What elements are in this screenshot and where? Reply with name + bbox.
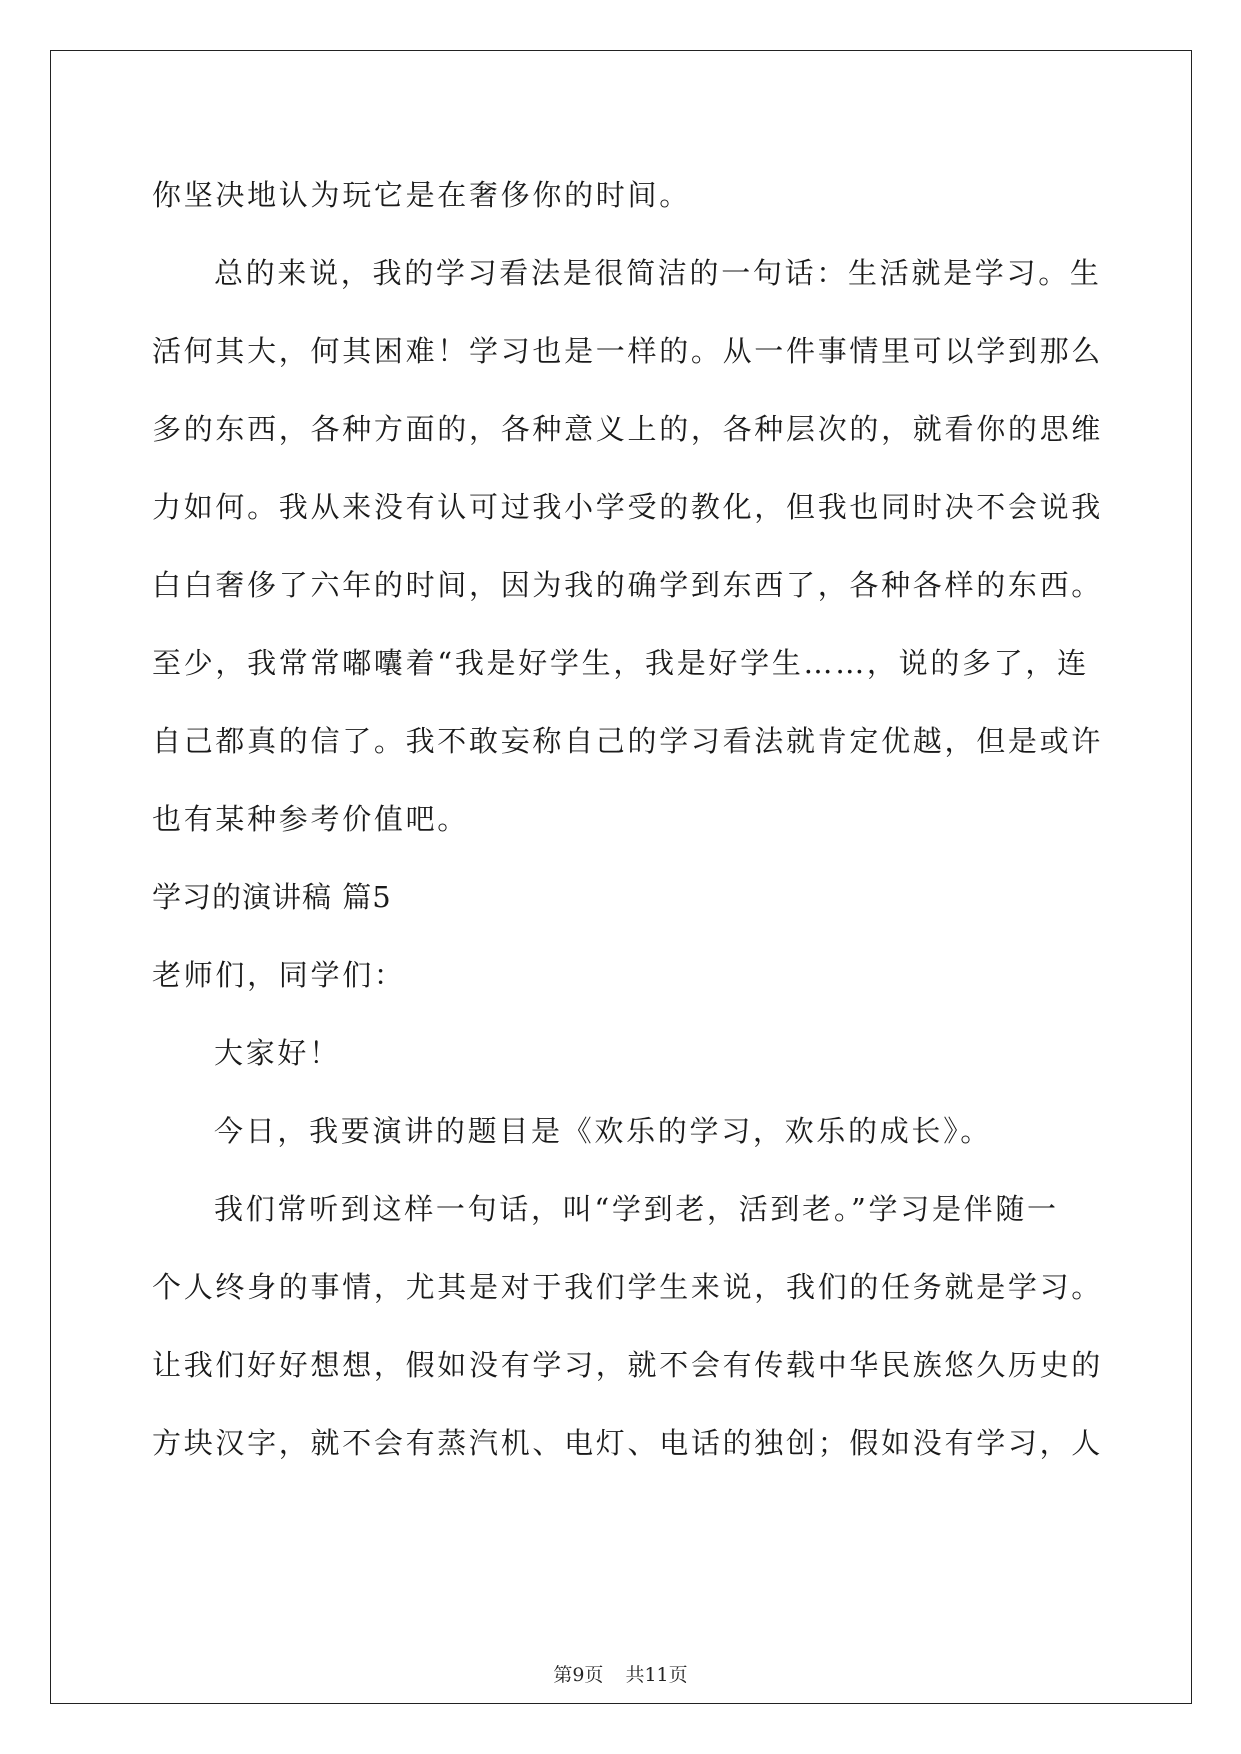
section-heading: 学习的演讲稿 篇5 [152, 880, 392, 914]
text-line: 力如何。我从来没有认可过我小学受的教化，但我也同时决不会说我 [152, 490, 1104, 524]
text-line: 总的来说，我的学习看法是很简洁的一句话：生活就是学习。生 [214, 256, 1102, 290]
text-line: 多的东西，各种方面的，各种意义上的，各种层次的，就看你的思维 [152, 412, 1104, 446]
text-line: 也有某种参考价值吧。 [152, 802, 470, 836]
page-number: 第9页 [553, 1664, 604, 1686]
text-line: 让我们好好想想，假如没有学习，就不会有传载中华民族悠久历史的 [152, 1348, 1104, 1382]
text-line: 个人终身的事情，尤其是对于我们学生来说，我们的任务就是学习。 [152, 1270, 1104, 1304]
text-line: 自己都真的信了。我不敢妄称自己的学习看法就肯定优越，但是或许 [152, 724, 1104, 758]
page-total: 共11页 [625, 1664, 688, 1686]
text-line: 老师们，同学们： [152, 958, 406, 992]
text-line: 白白奢侈了六年的时间，因为我的确学到东西了，各种各样的东西。 [152, 568, 1104, 602]
text-line: 今日，我要演讲的题目是《欢乐的学习，欢乐的成长》。 [214, 1114, 993, 1148]
text-line: 大家好！ [214, 1036, 341, 1070]
document-body [152, 156, 1104, 1482]
text-line: 我们常听到这样一句话，叫“学到老，活到老。”学习是伴随一 [214, 1192, 1059, 1226]
text-line: 至少，我常常嘟囔着“我是好学生，我是好学生……，说的多了，连 [152, 646, 1089, 680]
text-line: 方块汉字，就不会有蒸汽机、电灯、电话的独创；假如没有学习，人 [152, 1426, 1104, 1460]
text-line: 你坚决地认为玩它是在奢侈你的时间。 [152, 178, 691, 212]
text-line: 活何其大，何其困难！学习也是一样的。从一件事情里可以学到那么 [152, 334, 1104, 368]
page-footer [0, 1660, 1241, 1687]
